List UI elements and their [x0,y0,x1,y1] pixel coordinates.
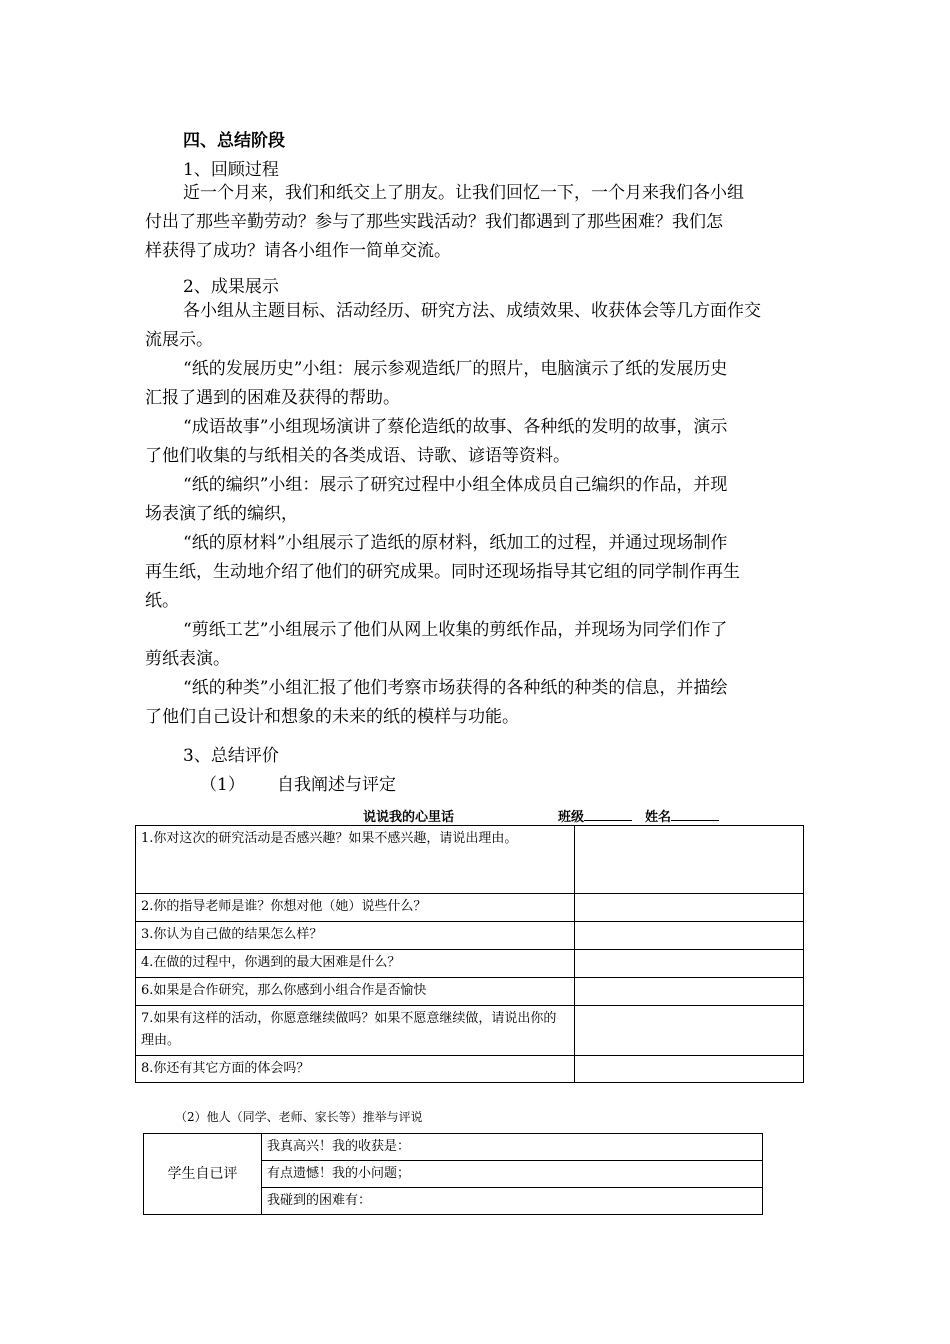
name-field [645,806,719,825]
text-line: 了他们自己设计和想象的未来的纸的模样与功能。 [145,707,519,727]
evaluation-cell[interactable]: 有点遗憾！我的小问题； [262,1161,763,1188]
self-assessment-table [135,825,804,1083]
question-cell: 1.你对这次的研究活动是否感兴趣？如果不感兴趣，请说出理由。 [136,826,575,894]
text-line: 场表演了纸的编织， [145,504,298,524]
answer-cell[interactable] [575,978,804,1006]
name-label: 姓名 [645,810,672,825]
text-line: 流展示。 [145,330,213,350]
peer-evaluation-table [143,1133,763,1215]
text-line: 了他们收集的与纸相关的各类成语、诗歌、谚语等资料。 [145,446,570,466]
table-row [144,1134,763,1161]
question-cell: 6.如果是合作研究，那么你感到小组合作是否愉快 [136,978,575,1006]
text-line: “剪纸工艺”小组展示了他们从网上收集的剪纸作品，并现场为同学们作了 [183,620,728,640]
table1-title: 说说我的心里话 [363,810,455,825]
text-line: “成语故事”小组现场演讲了蔡伦造纸的故事、各种纸的发明的故事，演示 [183,417,728,437]
question-cell: 8.你还有其它方面的体会吗？ [136,1056,575,1083]
text-line: “纸的编织”小组：展示了研究过程中小组全体成员自己编织的作品，并现 [183,475,728,495]
text-line: 付出了那些辛勤劳动？参与了那些实践活动？我们都遇到了那些困难？我们怎 [145,212,723,232]
text-line: 再生纸，生动地介绍了他们的研究成果。同时还现场指导其它组的同学制作再生 [145,562,740,582]
answer-cell[interactable] [575,922,804,950]
text-line: 纸。 [145,591,179,611]
text-line: “纸的发展历史”小组：展示参观造纸厂的照片，电脑演示了纸的发展历史 [183,359,728,379]
text-line: “纸的种类”小组汇报了他们考察市场获得的各种纸的种类的信息，并描绘 [183,678,728,698]
question-cell: 3.你认为自己做的结果怎么样？ [136,922,575,950]
text-line: 各小组从主题目标、活动经历、研究方法、成绩效果、收获体会等几方面作交 [183,301,761,321]
text-line: “纸的原材料”小组展示了造纸的原材料，纸加工的过程，并通过现场制作 [183,533,728,553]
answer-cell[interactable] [575,1056,804,1083]
table-row [136,826,804,894]
table-row [136,922,804,950]
question-cell: 7.如果有这样的活动，你愿意继续做吗？如果不愿意继续做，请说出你的理由。 [136,1006,575,1056]
text-line: 样获得了成功？请各小组作一简单交流。 [145,241,451,261]
class-label: 班级 [558,810,585,825]
table-row [136,894,804,922]
table-row [136,978,804,1006]
text-line: 汇报了遇到的困难及获得的帮助。 [145,388,400,408]
evaluation-cell[interactable]: 我真高兴！我的收获是： [262,1134,763,1161]
table-row [136,950,804,978]
text-line: 近一个月来，我们和纸交上了朋友。让我们回忆一下，一个月来我们各小组 [183,183,744,203]
answer-cell[interactable] [575,950,804,978]
sub2-title: （2）他人（同学、老师、家长等）推举与评说 [175,1110,423,1124]
class-blank[interactable] [584,808,632,821]
heading-review: 1、回顾过程 [183,160,279,180]
row-label: 学生自已评 [144,1134,262,1215]
answer-cell[interactable] [575,1006,804,1056]
evaluation-cell[interactable]: 我碰到的困难有： [262,1188,763,1215]
question-cell: 4.在做的过程中，你遇到的最大困难是什么？ [136,950,575,978]
text-line: 剪纸表演。 [145,649,230,669]
heading-results: 2、成果展示 [183,277,279,297]
section-title: 四、总结阶段 [183,131,285,151]
sub1-title: 自我阐述与评定 [277,775,396,795]
class-field [558,806,632,825]
heading-evaluation: 3、总结评价 [183,746,279,766]
table-row [136,1006,804,1056]
name-blank[interactable] [671,808,719,821]
table-row [136,1056,804,1083]
question-cell: 2.你的指导老师是谁？你想对他（她）说些什么？ [136,894,575,922]
sub1-number: （1） [200,775,245,795]
answer-cell[interactable] [575,894,804,922]
answer-cell[interactable] [575,826,804,894]
